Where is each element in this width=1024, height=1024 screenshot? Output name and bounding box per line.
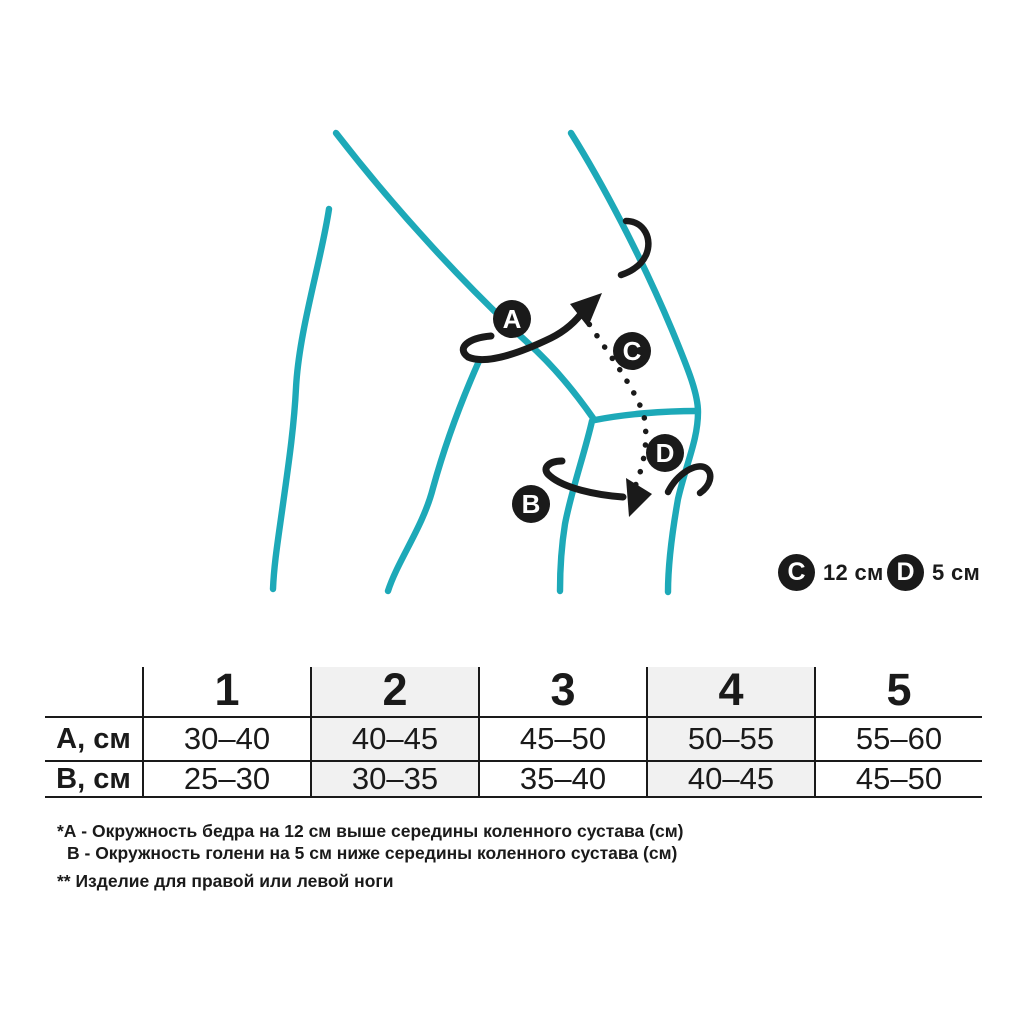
measure-b-rear-arc: [668, 466, 710, 493]
cell-b-3: 35–40: [478, 762, 646, 798]
legend-d-marker: D: [887, 554, 924, 591]
cell-b-5: 45–50: [814, 762, 982, 798]
footnote-b: В - Окружность голени на 5 см ниже середины коленного сустава (см): [67, 843, 678, 863]
legend-c-value: 12 см: [823, 559, 884, 585]
marker-b: B: [512, 485, 550, 523]
cell-b-4: 40–45: [646, 762, 814, 798]
measure-b-arrow-arc: [546, 461, 623, 497]
marker-a: A: [493, 300, 531, 338]
marker-c: C: [613, 332, 651, 370]
size-header-4: 4: [646, 667, 814, 718]
footnotes: [57, 820, 683, 892]
row-label-a: А, см: [45, 718, 142, 762]
size-header-2: 2: [310, 667, 478, 718]
size-header-1: 1: [142, 667, 310, 718]
legend-item-c: [778, 554, 884, 591]
cell-b-1: 25–30: [142, 762, 310, 798]
size-header-3: 3: [478, 667, 646, 718]
cell-a-2: 40–45: [310, 718, 478, 762]
arrowhead-b-icon: [626, 478, 652, 517]
legend-c-marker: C: [778, 554, 815, 591]
footnote-side: ** Изделие для правой или левой ноги: [57, 871, 394, 891]
legend-item-d: [887, 554, 980, 591]
standing-leg-back-line: [273, 209, 329, 589]
size-header-5: 5: [814, 667, 982, 718]
cell-a-3: 45–50: [478, 718, 646, 762]
marker-d: D: [646, 434, 684, 472]
cell-a-1: 30–40: [142, 718, 310, 762]
legend-d-value: 5 см: [932, 559, 981, 585]
table-corner-cell: [45, 667, 142, 718]
thigh-back-line: [336, 133, 593, 418]
row-label-b: В, см: [45, 762, 142, 798]
standing-leg-front-line: [388, 361, 479, 591]
cell-a-4: 50–55: [646, 718, 814, 762]
size-table: [45, 663, 982, 798]
cell-b-2: 30–35: [310, 762, 478, 798]
shin-back-line: [560, 421, 592, 591]
cell-a-5: 55–60: [814, 718, 982, 762]
footnote-a: *А - Окружность бедра на 12 см выше середины коленного сустава (см): [57, 821, 684, 841]
